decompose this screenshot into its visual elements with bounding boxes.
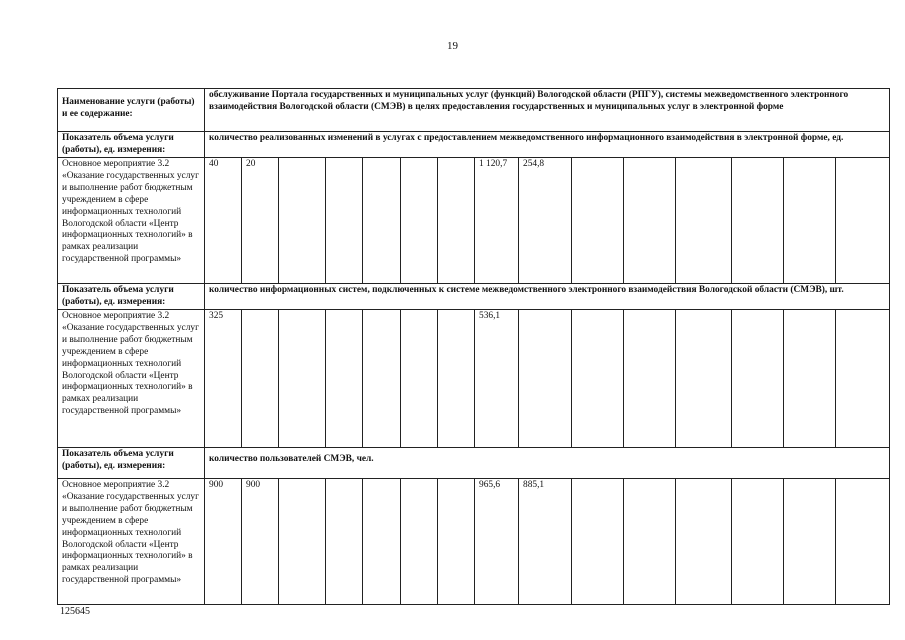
activity-row-2: [58, 310, 890, 448]
indicator-row-3: [58, 448, 890, 479]
page-number: 19: [447, 40, 458, 52]
indicator-label: Показатель объема услуги (работы), ед. измерения:: [58, 448, 205, 479]
service-name-row: [58, 89, 890, 132]
value-cell: [279, 158, 326, 284]
value-cell: [784, 479, 836, 605]
value-cell: [836, 310, 890, 448]
value-cell: [624, 158, 676, 284]
value-cell: [401, 158, 438, 284]
activity-row-1: [58, 158, 890, 284]
value-cell: [363, 479, 401, 605]
value-cell: 900: [242, 479, 279, 605]
value-cell: 254,8: [519, 158, 572, 284]
value-cell: [676, 479, 732, 605]
value-cell: [624, 310, 676, 448]
value-cell: [363, 310, 401, 448]
indicator-value: количество информационных систем, подключенных к системе межведомственного электронного взаимодействия Вологодской области (СМЭВ), шт.: [205, 284, 890, 310]
value-cell: 1 120,7: [475, 158, 519, 284]
value-cell: [519, 310, 572, 448]
value-cell: [572, 158, 624, 284]
value-cell: 965,6: [475, 479, 519, 605]
value-cell: [401, 310, 438, 448]
value-cell: 40: [205, 158, 242, 284]
activity-name: Основное мероприятие 3.2 «Оказание государственных услуг и выполнение работ бюджетным учреждением в сфере информационных технологий Вологодской области «Центр информационных технологий» в рамках реализации государственной программы»: [58, 310, 205, 448]
value-cell: [279, 310, 326, 448]
service-name-label: Наименование услуги (работы) и ее содержание:: [58, 89, 205, 132]
value-cell: [572, 310, 624, 448]
value-cell: [363, 158, 401, 284]
activity-name: Основное мероприятие 3.2 «Оказание государственных услуг и выполнение работ бюджетным учреждением в сфере информационных технологий Вологодской области «Центр информационных технологий» в рамках реализации государственной программы»: [58, 158, 205, 284]
value-cell: [676, 158, 732, 284]
value-cell: [624, 479, 676, 605]
value-cell: [326, 479, 363, 605]
value-cell: [784, 310, 836, 448]
indicator-label: Показатель объема услуги (работы), ед. измерения:: [58, 132, 205, 158]
indicator-row-2: [58, 284, 890, 310]
activity-name: Основное мероприятие 3.2 «Оказание государственных услуг и выполнение работ бюджетным учреждением в сфере информационных технологий Вологодской области «Центр информационных технологий» в рамках реализации государственной программы»: [58, 479, 205, 605]
value-cell: 536,1: [475, 310, 519, 448]
value-cell: [279, 479, 326, 605]
value-cell: [401, 479, 438, 605]
value-cell: [676, 310, 732, 448]
value-cell: [836, 158, 890, 284]
indicator-value: количество пользователей СМЭВ, чел.: [205, 448, 890, 479]
value-cell: [572, 479, 624, 605]
service-table: [57, 88, 890, 605]
value-cell: [242, 310, 279, 448]
value-cell: [326, 310, 363, 448]
value-cell: [836, 479, 890, 605]
value-cell: [784, 158, 836, 284]
activity-row-3: [58, 479, 890, 605]
indicator-row-1: [58, 132, 890, 158]
value-cell: [732, 310, 784, 448]
service-name-value: обслуживание Портала государственных и муниципальных услуг (функций) Вологодской области (РПГУ), системы межведомственного электронного взаимодействия Вологодской области (СМЭВ) в целях предоставления государственных и муниципальных услуг в электронной форме: [205, 89, 890, 132]
value-cell: 900: [205, 479, 242, 605]
value-cell: 325: [205, 310, 242, 448]
indicator-value: количество реализованных изменений в услугах с предоставлением межведомственного информационного взаимодействия в электронной форме, ед.: [205, 132, 890, 158]
value-cell: [438, 158, 475, 284]
indicator-label: Показатель объема услуги (работы), ед. измерения:: [58, 284, 205, 310]
document-code: 125645: [60, 606, 90, 617]
value-cell: [438, 310, 475, 448]
value-cell: 885,1: [519, 479, 572, 605]
value-cell: [732, 479, 784, 605]
value-cell: [438, 479, 475, 605]
value-cell: [732, 158, 784, 284]
value-cell: 20: [242, 158, 279, 284]
value-cell: [326, 158, 363, 284]
